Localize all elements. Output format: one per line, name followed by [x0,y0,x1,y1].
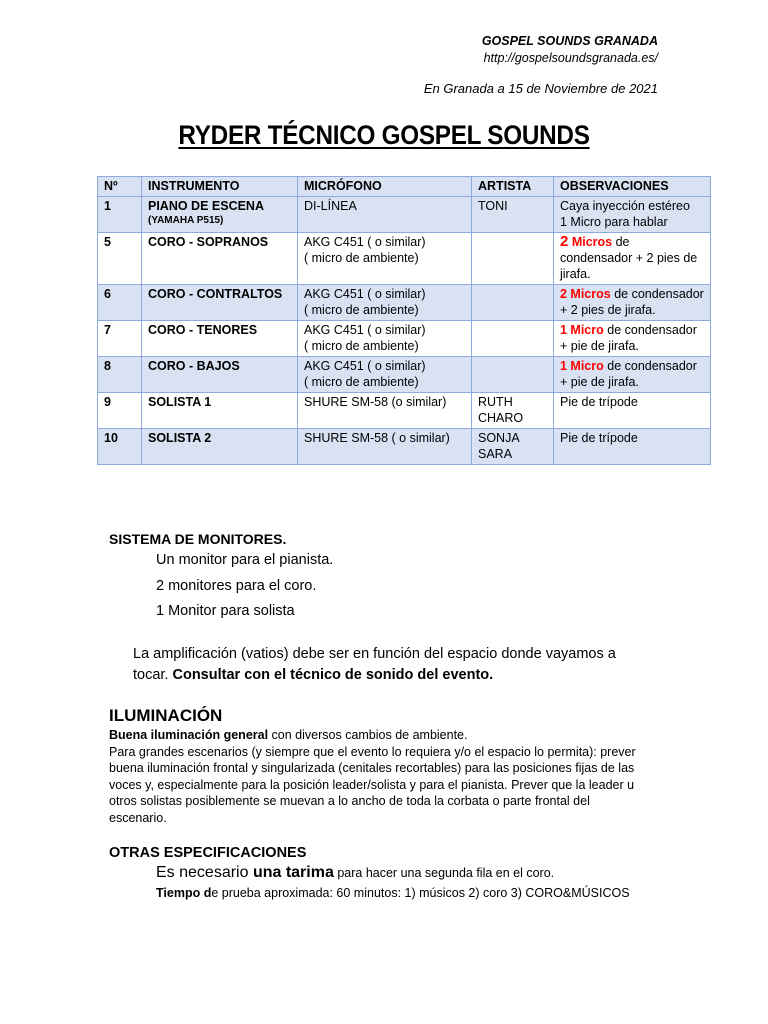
mic-count: 2 [560,233,569,250]
artist-cell [472,393,554,429]
organization-name: GOSPEL SOUNDS GRANADA [481,34,658,48]
microphone-cell [298,321,472,357]
row-number: 7 [98,321,142,357]
artist-cell: TONI [472,197,554,233]
monitor-item: Un monitor para el pianista. [156,552,334,568]
table-row [98,197,711,233]
microphone-note: ( micro de ambiente) [304,303,419,317]
monitor-item: 2 monitores para el coro. [156,578,317,594]
table-row [98,393,711,429]
header-cell: ARTISTA [472,177,554,197]
row-number: 8 [98,357,142,393]
technical-rider-table [97,176,711,465]
header-cell: OBSERVACIONES [554,177,711,197]
organization-url: http://gospelsoundsgranada.es/ [483,51,658,65]
microphone-note: ( micro de ambiente) [304,375,419,389]
table-row [98,233,711,285]
mic-highlight: Micros [571,235,613,249]
row-number: 10 [98,429,142,465]
observation-text: de condensador + pie de jirafa. [560,359,697,389]
artist-cell [472,233,554,285]
stage-riser-pre: Es necesario [156,864,253,881]
soundcheck-text: e prueba aproximada: 60 minutos: 1) músicos 2) coro 3) CORO&MÚSICOS [211,886,630,900]
document-title: RYDER TÉCNICO GOSPEL SOUNDS [178,120,590,150]
observations-cell [554,321,711,357]
stage-riser-emphasis: una tarima [252,864,334,881]
instrument-cell: SOLISTA 1 [142,393,298,429]
monitor-item: 1 Monitor para solista [156,603,295,619]
instrument-cell [142,197,298,233]
lighting-body: Para grandes escenarios (y siempre que el evento lo requiera y/o el espacio lo permita): prever buena iluminación frontal y singularizada (cenitales recortables) para las posiciones fijas de las voces y, especialmente para la posición leader/solista y para el pianista. Prever que la leader u otros solistas posiblemente se muevan a lo ancho de toda la corbata o parte frontal del escenario. [109,744,636,825]
row-number: 1 [98,197,142,233]
monitors-heading: SISTEMA DE MONITORES. [109,531,287,547]
lighting-intro-text: con diversos cambios de ambiente. [268,728,468,742]
lighting-intro [109,727,649,744]
observations-cell [554,197,711,233]
artist-name: RUTH [478,395,513,409]
microphone-model: AKG C451 ( o similar) [304,287,426,301]
microphone-note: ( micro de ambiente) [304,251,419,265]
mic-highlight: 1 Micro [560,323,604,337]
stage-riser-note [156,864,554,882]
artist-cell [472,321,554,357]
artist-name: CHARO [478,411,524,425]
instrument-cell: CORO - CONTRALTOS [142,285,298,321]
observation-text: de condensador + 2 pies de jirafa. [560,287,704,317]
table-header-row [98,177,711,197]
instrument-model: (YAMAHA P515) [148,215,224,226]
table-row [98,357,711,393]
instrument-label: PIANO DE ESCENA [148,199,264,213]
artist-name: SARA [478,447,513,461]
instrument-cell: CORO - TENORES [142,321,298,357]
soundcheck-emphasis: Tiempo d [156,886,212,900]
table-row [98,285,711,321]
observations-cell: Pie de trípode [554,429,711,465]
observation-text: de condensador + 2 pies de jirafa. [560,235,698,281]
microphone-cell: SHURE SM-58 (o similar) [298,393,472,429]
row-number: 9 [98,393,142,429]
row-number: 6 [98,285,142,321]
observations-cell [554,285,711,321]
instrument-cell: CORO - SOPRANOS [142,233,298,285]
lighting-emphasis: Buena iluminación general [109,728,269,742]
row-number: 5 [98,233,142,285]
mic-highlight: 1 Micro [560,359,604,373]
artist-cell [472,429,554,465]
table-row [98,429,711,465]
microphone-model: AKG C451 ( o similar) [304,359,426,373]
header-cell: Nº [98,177,142,197]
dateline: En Granada a 15 de Noviembre de 2021 [423,81,658,96]
artist-name: SONJA [478,431,520,445]
amplification-text: La amplificación (vatios) debe ser en función del espacio donde vayamos a tocar. [133,646,616,683]
soundcheck-time-note [156,886,630,900]
microphone-cell: DI-LÍNEA [298,197,472,233]
artist-cell [472,357,554,393]
microphone-cell [298,285,472,321]
stage-riser-post: para hacer una segunda fila en el coro. [333,866,555,880]
microphone-note: ( micro de ambiente) [304,339,419,353]
microphone-cell [298,357,472,393]
microphone-cell: SHURE SM-58 ( o similar) [298,429,472,465]
other-specs-heading: OTRAS ESPECIFICACIONES [109,845,307,861]
header-cell: MICRÓFONO [298,177,472,197]
microphone-cell [298,233,472,285]
mic-highlight: 2 Micros [560,287,611,301]
observations-cell: Pie de trípode [554,393,711,429]
observation-line: Caya inyección estéreo [560,199,690,213]
microphone-model: AKG C451 ( o similar) [304,323,426,337]
amplification-paragraph [133,644,653,686]
observation-text: de condensador + pie de jirafa. [560,323,697,353]
observation-line: 1 Micro para hablar [560,215,668,229]
microphone-model: AKG C451 ( o similar) [304,235,426,249]
instrument-cell: CORO - BAJOS [142,357,298,393]
lighting-heading: ILUMINACIÓN [109,706,223,725]
header-cell: INSTRUMENTO [142,177,298,197]
amplification-note: Consultar con el técnico de sonido del evento. [172,667,494,683]
instrument-cell: SOLISTA 2 [142,429,298,465]
observations-cell [554,357,711,393]
observations-cell [554,233,711,285]
table-row [98,321,711,357]
lighting-paragraph [109,727,649,826]
artist-cell [472,285,554,321]
